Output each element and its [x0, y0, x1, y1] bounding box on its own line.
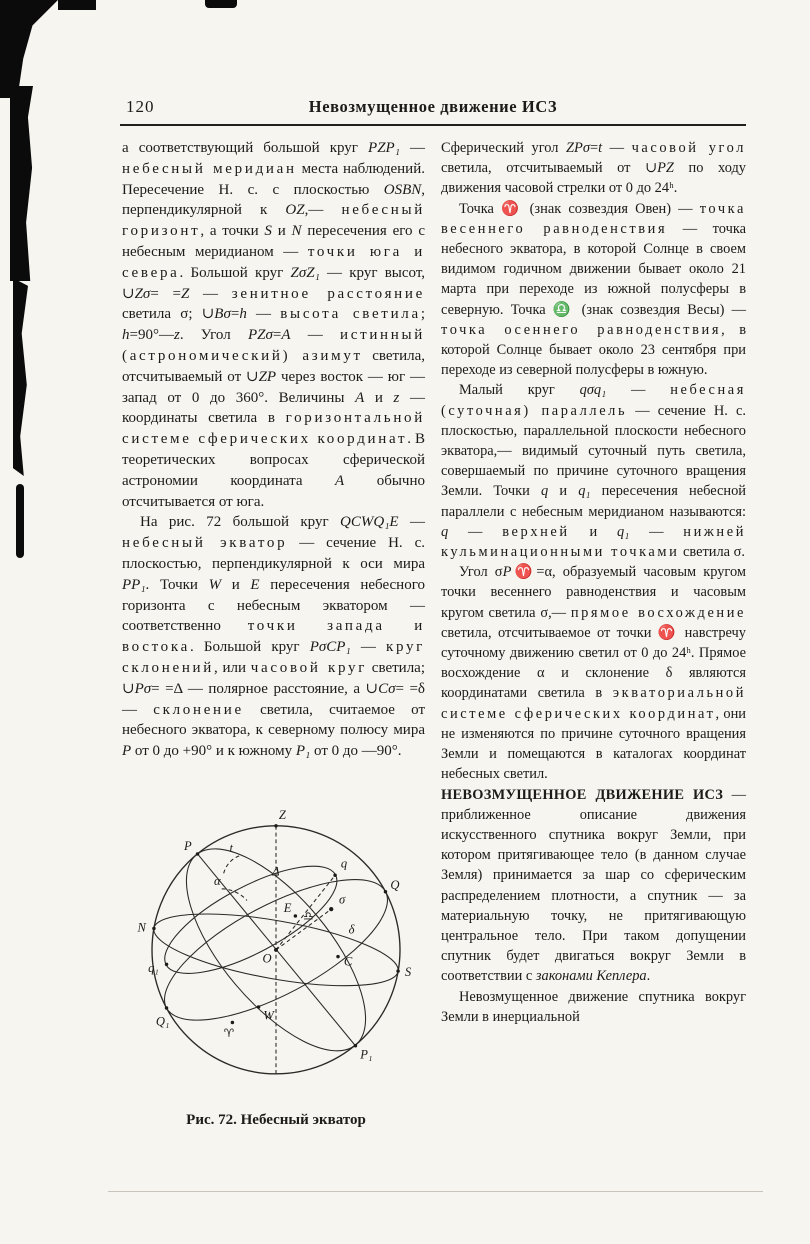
- text-segment: PZσ: [247, 327, 273, 344]
- text-segment: q₁: [617, 523, 630, 540]
- label-libra-icon: ♎: [303, 908, 314, 923]
- text-segment: ♈=α, образуемый часовым кругом точки весеннего равноденствия и часовым кругом светила σ,—: [441, 564, 747, 621]
- text-segment: =: [230, 306, 240, 323]
- text-segment: Zσ: [134, 285, 151, 302]
- text-segment: , или: [214, 659, 251, 676]
- text-segment: склонение: [153, 701, 244, 718]
- text-segment: Угол σ: [459, 564, 503, 581]
- text-segment: PZP₁: [368, 140, 400, 156]
- text-segment: W: [208, 576, 222, 593]
- point-q1: [165, 963, 168, 966]
- label-S: S: [404, 965, 412, 979]
- label-delta: δ: [348, 922, 355, 937]
- text-segment: ZPσ: [566, 140, 590, 156]
- point-north-pole: [196, 852, 199, 855]
- label-O: O: [262, 951, 272, 966]
- text-segment: = =: [150, 285, 181, 302]
- scan-artifact: [0, 0, 58, 98]
- paragraph: [122, 512, 425, 762]
- label-E: E: [283, 901, 292, 916]
- text-segment: ZσZ₁: [290, 264, 320, 281]
- text-segment: — точка небесного экватора, в которой Солнце в своем видимом годичном движении бывает около 21 марта при переходе из южной полусферы в северную. Точка ♎ (знак созвездия Весы) —: [441, 220, 746, 318]
- page-bottom-rule: [108, 1191, 763, 1192]
- text-segment: OSBN: [383, 181, 422, 198]
- text-segment: а соответствующий большой круг: [122, 140, 369, 156]
- text-segment: Малый круг: [459, 382, 580, 399]
- text-segment: PσCP₁: [309, 639, 351, 656]
- text-segment: —: [189, 285, 232, 302]
- text-segment: от 0 до +90° и к южному: [131, 743, 296, 760]
- text-segment: законами Кеплера: [535, 968, 647, 985]
- text-segment: —: [602, 140, 632, 156]
- text-segment: НЕВОЗМУЩЕННОЕ ДВИЖЕНИЕ ИСЗ: [441, 786, 724, 803]
- point-south-pole: [354, 1044, 357, 1047]
- text-segment: верхней: [502, 523, 570, 540]
- point-west: [257, 1005, 260, 1008]
- text-segment: светила σ.: [679, 544, 746, 561]
- text-segment: часовой круг: [250, 659, 368, 676]
- text-segment: A: [355, 389, 365, 406]
- text-segment: , они не изменяются по причине суточного вращения Земли и помещаются в каталогах координат небесных светил.: [441, 705, 747, 783]
- text-segment: и: [364, 389, 394, 406]
- text-segment: Cσ: [378, 680, 396, 697]
- text-segment: обычно отсчитывается от юга.: [122, 472, 426, 510]
- point-south: [396, 969, 399, 972]
- text-segment: через восток — юг — запад от 0 до 360°. Величины: [122, 368, 426, 406]
- label-N: N: [137, 920, 146, 935]
- text-segment: —: [290, 327, 340, 344]
- text-segment: небесный меридиан: [122, 160, 297, 177]
- label-P1: P₁: [360, 1047, 373, 1062]
- text-segment: и: [569, 523, 618, 540]
- figure-72: [126, 790, 426, 1129]
- text-segment: На рис. 72 большой круг: [140, 514, 341, 531]
- scan-artifact: [10, 86, 33, 281]
- label-Q: Q: [390, 877, 400, 892]
- text-segment: OZ: [285, 202, 305, 219]
- label-aries-icon: ♈: [223, 1026, 235, 1041]
- text-segment: —: [398, 514, 425, 531]
- point-origin: [274, 948, 278, 952]
- label-q1: q₁: [148, 961, 159, 976]
- text-segment: —: [606, 382, 671, 399]
- text-segment: =: [272, 327, 282, 344]
- text-segment: — координаты светила в: [122, 389, 426, 427]
- text-segment: Pσ: [134, 680, 152, 697]
- point-east: [294, 914, 297, 917]
- text-segment: q: [540, 483, 549, 500]
- text-segment: E: [250, 576, 260, 593]
- label-q: q: [340, 856, 348, 871]
- text-segment: —: [350, 639, 386, 656]
- text-segment: ;: [420, 306, 426, 323]
- text-segment: . В теоретических вопросах сферической астрономии координата: [122, 431, 425, 489]
- text-segment: по ходу движения часовой стрелки от 0 до 24ʰ.: [441, 160, 746, 197]
- text-segment: нижней кульминационными точками: [441, 523, 746, 561]
- text-segment: —: [246, 306, 281, 323]
- scan-artifact: [58, 0, 96, 10]
- text-segment: Z: [180, 285, 190, 302]
- paragraph: [441, 199, 746, 381]
- text-segment: P₁: [295, 743, 311, 760]
- text-segment: истинный (астрономический) азимут: [122, 327, 426, 364]
- text-segment: Сферический угол: [441, 140, 567, 156]
- text-segment: и: [221, 576, 251, 593]
- label-Delta: Δ: [272, 864, 280, 879]
- text-segment: ZP: [258, 368, 277, 385]
- text-segment: — приближенное описание движения искусственного спутника вокруг Земли, при котором притягивающее тело (в данном случае Земля) принимается за шар со сферическим распределением плотности, а спутник — за материальную точку, не притягивающую центральное тело. При таком допущении спутник будет двигаться вокруг Земли в соответствии с: [441, 786, 746, 985]
- label-Q1: Q₁: [155, 1014, 170, 1029]
- paragraph: [441, 380, 746, 562]
- text-segment: —: [399, 140, 425, 156]
- point-Q: [384, 890, 387, 893]
- scan-artifact: [16, 484, 24, 558]
- text-segment: высота светила: [280, 306, 421, 323]
- label-P: P: [183, 839, 192, 854]
- text-segment: A: [281, 327, 291, 344]
- text-segment: —: [448, 523, 503, 540]
- text-segment: пересечения небесного горизонта с небесным экватором — соответственно: [122, 576, 425, 635]
- text-segment: ,—: [304, 202, 342, 219]
- text-segment: . Большой круг: [179, 264, 291, 281]
- text-segment: светила; ∪: [122, 659, 426, 697]
- text-segment: z: [173, 327, 180, 344]
- text-segment: = =δ —: [122, 680, 425, 718]
- text-segment: = =Δ — полярное расстояние, а ∪: [151, 680, 379, 697]
- label-Z: Z: [278, 808, 286, 823]
- text-segment: S: [264, 223, 272, 240]
- text-segment: z: [393, 389, 400, 406]
- paragraph: [441, 785, 746, 987]
- text-segment: h: [239, 306, 247, 323]
- text-segment: и: [548, 483, 579, 500]
- text-segment: t: [598, 140, 603, 156]
- text-segment: N: [291, 223, 302, 240]
- text-segment: пересечения небесной параллели с небесным меридианом называются:: [441, 483, 746, 520]
- text-segment: от 0 до —90°.: [310, 743, 402, 760]
- text-segment: светила, считаемое от небесного экватора, к северному полюсу мира: [122, 701, 426, 739]
- text-segment: светила σ; ∪: [122, 306, 215, 323]
- text-segment: точка весеннего равноденствия: [441, 200, 746, 237]
- right-column: [441, 138, 746, 1027]
- text-segment: P: [502, 564, 512, 581]
- text-segment: небесная (суточная) параллель: [441, 382, 746, 419]
- text-segment: точка осеннего равноденствия: [441, 321, 722, 338]
- text-segment: точки юга и севера: [122, 243, 425, 281]
- label-C: C: [343, 954, 353, 969]
- text-segment: P: [122, 743, 132, 760]
- text-segment: h: [122, 327, 130, 344]
- text-segment: —: [629, 523, 684, 540]
- paragraph: [441, 138, 746, 199]
- text-segment: , перпендикулярной к: [122, 181, 425, 219]
- point-C: [336, 955, 339, 958]
- text-segment: q₁: [578, 483, 591, 500]
- text-segment: — сечение Н. с. плоскостью, параллельной плоскости небесного экватора,— видимый суточный путь светила, совершаемый по причине суточного вращения Земли. Точки: [441, 402, 746, 500]
- celestial-sphere-diagram: [126, 790, 426, 1100]
- text-segment: PZ: [657, 160, 674, 177]
- text-segment: — сечение Н. с. плоскостью, перпендикулярной к оси мира: [122, 535, 425, 572]
- hour-angle-arc: [224, 856, 240, 873]
- figure-caption: Рис. 72. Небесный экватор: [186, 1112, 366, 1128]
- label-alpha: α: [214, 873, 221, 888]
- text-segment: — круг высот, ∪: [122, 264, 426, 302]
- left-column: [122, 138, 425, 762]
- text-segment: A: [335, 472, 345, 489]
- text-segment: . Точки: [145, 576, 209, 593]
- text-segment: светила, отсчитываемый от ∪: [122, 347, 425, 385]
- text-segment: светила, отсчитываемое от точки ♈ навстречу суточному движению светил от 0 до 24ʰ. Прямое восхождение α и склонение δ являются координатами светила в: [441, 624, 746, 702]
- text-segment: . Угол: [179, 327, 248, 344]
- label-W: W: [263, 1008, 274, 1023]
- text-segment: прямое восхождение: [570, 604, 746, 621]
- text-segment: =: [589, 140, 599, 156]
- scan-artifact: [13, 278, 28, 476]
- paragraph: [441, 987, 746, 1027]
- page-number: 120: [126, 97, 155, 116]
- text-segment: точки запада и востока: [122, 618, 426, 656]
- text-segment: часовой угол: [631, 140, 746, 156]
- text-segment: Точка ♈ (знак созвездия Овен) —: [459, 200, 700, 217]
- point-Q1: [165, 1006, 168, 1009]
- label-sigma: σ: [338, 892, 346, 907]
- point-q: [333, 874, 336, 877]
- paragraph: [441, 562, 746, 784]
- point-zenith: [274, 824, 277, 827]
- point-north: [152, 927, 155, 930]
- point-aries: [231, 1021, 234, 1024]
- text-segment: небесный горизонт: [122, 202, 426, 240]
- text-segment: QCWQ₁E: [340, 514, 399, 531]
- running-header-title: Невозмущенное движение ИСЗ: [308, 97, 558, 116]
- text-segment: PP₁: [122, 576, 146, 593]
- text-segment: , в которой Солнце бывает около 23 сентября при переходе из северной полусферы в южную.: [441, 321, 746, 379]
- point-sigma: [329, 907, 333, 911]
- paragraph: [122, 138, 425, 512]
- text-segment: Невозмущенное движение спутника вокруг Земли в инерциальной: [441, 988, 746, 1025]
- text-segment: .: [646, 968, 651, 985]
- text-segment: и: [271, 223, 292, 240]
- text-segment: qσq₁: [579, 382, 607, 399]
- text-segment: места наблюдений. Пересечение Н. с. с плоскостью: [122, 160, 425, 198]
- text-segment: круг склонений: [122, 639, 426, 676]
- text-segment: горизонтальной системе сферических координат: [122, 410, 425, 448]
- text-segment: . Большой круг: [190, 639, 310, 656]
- text-segment: =90°—: [129, 327, 174, 344]
- text-segment: светила, отсчитываемый от ∪: [441, 160, 658, 177]
- figure-labels: [136, 808, 411, 1061]
- text-segment: экваториальной системе сферических координат: [441, 685, 746, 722]
- scan-artifact: [205, 0, 237, 8]
- text-segment: небесный экватор: [122, 535, 288, 552]
- text-segment: пересечения его с небесным меридианом —: [122, 223, 425, 260]
- header-rule: [120, 124, 746, 126]
- text-segment: q: [441, 523, 449, 540]
- text-segment: Bσ: [214, 306, 231, 323]
- label-t: t: [229, 841, 233, 855]
- text-segment: , а точки: [200, 223, 265, 240]
- text-segment: зенитное расстояние: [231, 285, 425, 302]
